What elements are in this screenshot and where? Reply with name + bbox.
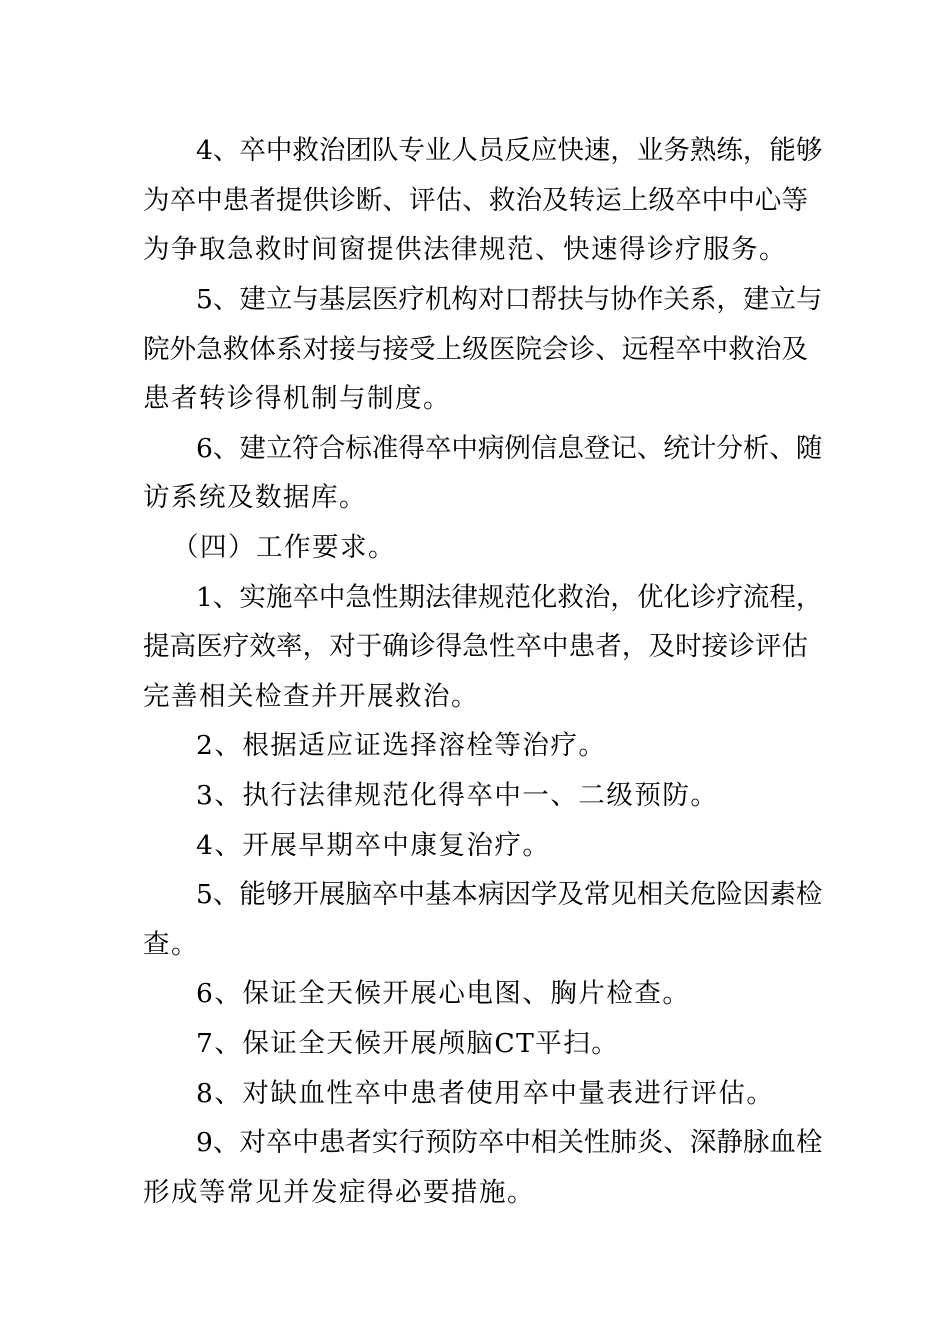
- paragraph-6-line-1: 6、建立符合标准得卒中病例信息登记、统计分析、随: [196, 433, 823, 464]
- requirement-2: 2、根据适应证选择溶栓等治疗。: [196, 730, 607, 761]
- requirement-9-line-1: 9、对卒中患者实行预防卒中相关性肺炎、深静脉血栓: [196, 1127, 823, 1158]
- requirement-1-line-1: 1、实施卒中急性期法律规范化救治，优化诊疗流程，: [196, 582, 823, 613]
- paragraph-5-line-3: 患者转诊得机制与制度。: [143, 383, 451, 414]
- requirement-5-line-2: 查。: [143, 929, 199, 960]
- section-heading-work-requirements: （四）工作要求。: [172, 532, 396, 563]
- requirement-3: 3、执行法律规范化得卒中一、二级预防。: [196, 780, 719, 811]
- requirement-8: 8、对缺血性卒中患者使用卒中量表进行评估。: [196, 1078, 775, 1109]
- paragraph-4-line-1: 4、卒中救治团队专业人员反应快速，业务熟练，能够: [196, 135, 823, 166]
- requirement-7: 7、保证全天候开展颅脑CT平扫。: [196, 1028, 620, 1059]
- requirement-9-line-2: 形成等常见并发症得必要措施。: [143, 1177, 535, 1208]
- paragraph-5-line-2: 院外急救体系对接与接受上级医院会诊、远程卒中救治及: [143, 334, 808, 365]
- paragraph-6-line-2: 访系统及数据库。: [143, 482, 367, 513]
- requirement-1-line-2: 提高医疗效率，对于确诊得急性卒中患者，及时接诊评估: [143, 631, 808, 662]
- paragraph-5-line-1: 5、建立与基层医疗机构对口帮扶与协作关系，建立与: [196, 284, 823, 315]
- requirement-5-line-1: 5、能够开展脑卒中基本病因学及常见相关危险因素检: [196, 879, 823, 910]
- paragraph-4-line-3: 为争取急救时间窗提供法律规范、快速得诊疗服务。: [143, 234, 787, 265]
- paragraph-4-line-2: 为卒中患者提供诊断、评估、救治及转运上级卒中中心等: [143, 185, 808, 216]
- requirement-4: 4、开展早期卒中康复治疗。: [196, 830, 551, 861]
- requirement-6: 6、保证全天候开展心电图、胸片检查。: [196, 978, 691, 1009]
- requirement-1-line-3: 完善相关检查并开展救治。: [143, 681, 479, 712]
